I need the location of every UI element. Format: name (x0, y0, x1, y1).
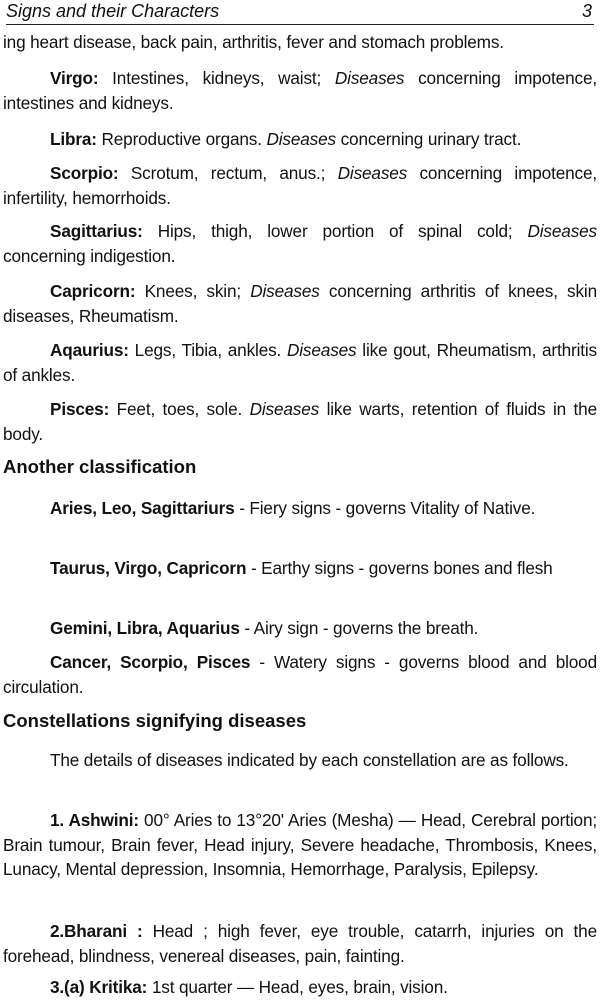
body-text: like warts, retention of fluids in the body. (3, 399, 597, 444)
paragraph (3, 496, 597, 521)
paragraph (3, 127, 597, 152)
body-text: - Fiery signs - governs Vitality of Native. (234, 498, 536, 518)
paragraph (3, 279, 597, 328)
term-label: 3.(a) Kritika: (50, 977, 148, 997)
emphasis-text: Diseases (249, 399, 320, 419)
paragraph (3, 161, 597, 210)
body-text: like gout, Rheumatism, arthritis of ankles. (3, 340, 597, 385)
body-text: - Earthy signs - governs bones and flesh (246, 558, 553, 578)
term-label: Aries, Leo, Sagittariurs (50, 498, 235, 518)
body-text: concerning arthritis of knees, skin diseases, Rheumatism. (3, 281, 597, 326)
body-text: Head ; high fever, eye trouble, catarrh, injuries on the forehead, blindness, venereal diseases, pain, fainting. (3, 921, 597, 966)
paragraph (3, 616, 597, 641)
term-label: Sagittarius: (50, 221, 143, 241)
paragraph (3, 30, 597, 55)
emphasis-text: Diseases (527, 221, 597, 241)
emphasis-text: Diseases (266, 129, 336, 149)
body-text: concerning impotence, infertility, hemorrhoids. (3, 163, 597, 208)
term-label: Cancer, Scorpio, Pisces (50, 652, 251, 672)
body-text: - Airy sign - governs the breath. (239, 618, 479, 638)
paragraph (3, 808, 597, 882)
paragraph (3, 397, 597, 446)
body-text: 1st quarter — Head, eyes, brain, vision. (147, 977, 448, 997)
paragraph (3, 650, 597, 699)
emphasis-text: Diseases (287, 340, 357, 360)
term-label: Capricorn: (50, 281, 136, 301)
term-label: Scorpio: (50, 163, 119, 183)
term-label: Aqaurius: (50, 340, 129, 360)
emphasis-text: Diseases (334, 68, 405, 88)
section-heading: Another classification (3, 456, 197, 477)
paragraph (3, 748, 597, 773)
term-label: Taurus, Virgo, Capricorn (50, 558, 247, 578)
body-text: concerning impotence, intestines and kidneys. (3, 68, 597, 113)
paragraph (3, 219, 597, 268)
body-text: Reproductive organs. (96, 129, 267, 149)
body-text: Intestines, kidneys, waist; (98, 68, 335, 88)
term-label: Gemini, Libra, Aquarius (50, 618, 240, 638)
emphasis-text: Diseases (250, 281, 320, 301)
page-number: 3 (581, 1, 592, 21)
paragraph (3, 338, 597, 387)
body-text: Legs, Tibia, ankles. (128, 340, 287, 360)
section-heading: Constellations signifying diseases (3, 710, 307, 731)
term-label: Pisces: (50, 399, 110, 419)
paragraph (3, 556, 597, 581)
chapter-title: Signs and their Characters (6, 1, 220, 21)
term-label: 1. Ashwini: (50, 810, 139, 830)
paragraph (3, 919, 597, 968)
term-label: Libra: (50, 129, 97, 149)
body-text: - Watery signs - governs blood and blood circulation. (3, 652, 597, 697)
running-header (6, 0, 594, 25)
body-text: Knees, skin; (135, 281, 251, 301)
paragraph (3, 975, 597, 1000)
body-text: The details of diseases indicated by each constellation are as follows. (50, 750, 569, 770)
term-label: Virgo: (50, 68, 99, 88)
body-text: Scrotum, rectum, anus.; (118, 163, 338, 183)
body-text: 00° Aries to 13°20' Aries (Mesha) — Head, Cerebral portion; Brain tumour, Brain fever, Head injury, Severe headache, Thrombosis, Knees, Lunacy, Mental depression, Insomnia, Hemorrhage, Paralysis, Epilepsy. (3, 810, 597, 879)
body-text: concerning indigestion. (3, 245, 176, 266)
paragraph (3, 66, 597, 115)
term-label: 2.Bharani : (50, 921, 143, 941)
emphasis-text: Diseases (337, 163, 408, 183)
body-text: ing heart disease, back pain, arthritis, fever and stomach problems. (3, 32, 504, 52)
body-text: concerning urinary tract. (335, 129, 522, 149)
body-text: Hips, thigh, lower portion of spinal cold; (142, 221, 528, 241)
body-text: Feet, toes, sole. (109, 399, 250, 419)
